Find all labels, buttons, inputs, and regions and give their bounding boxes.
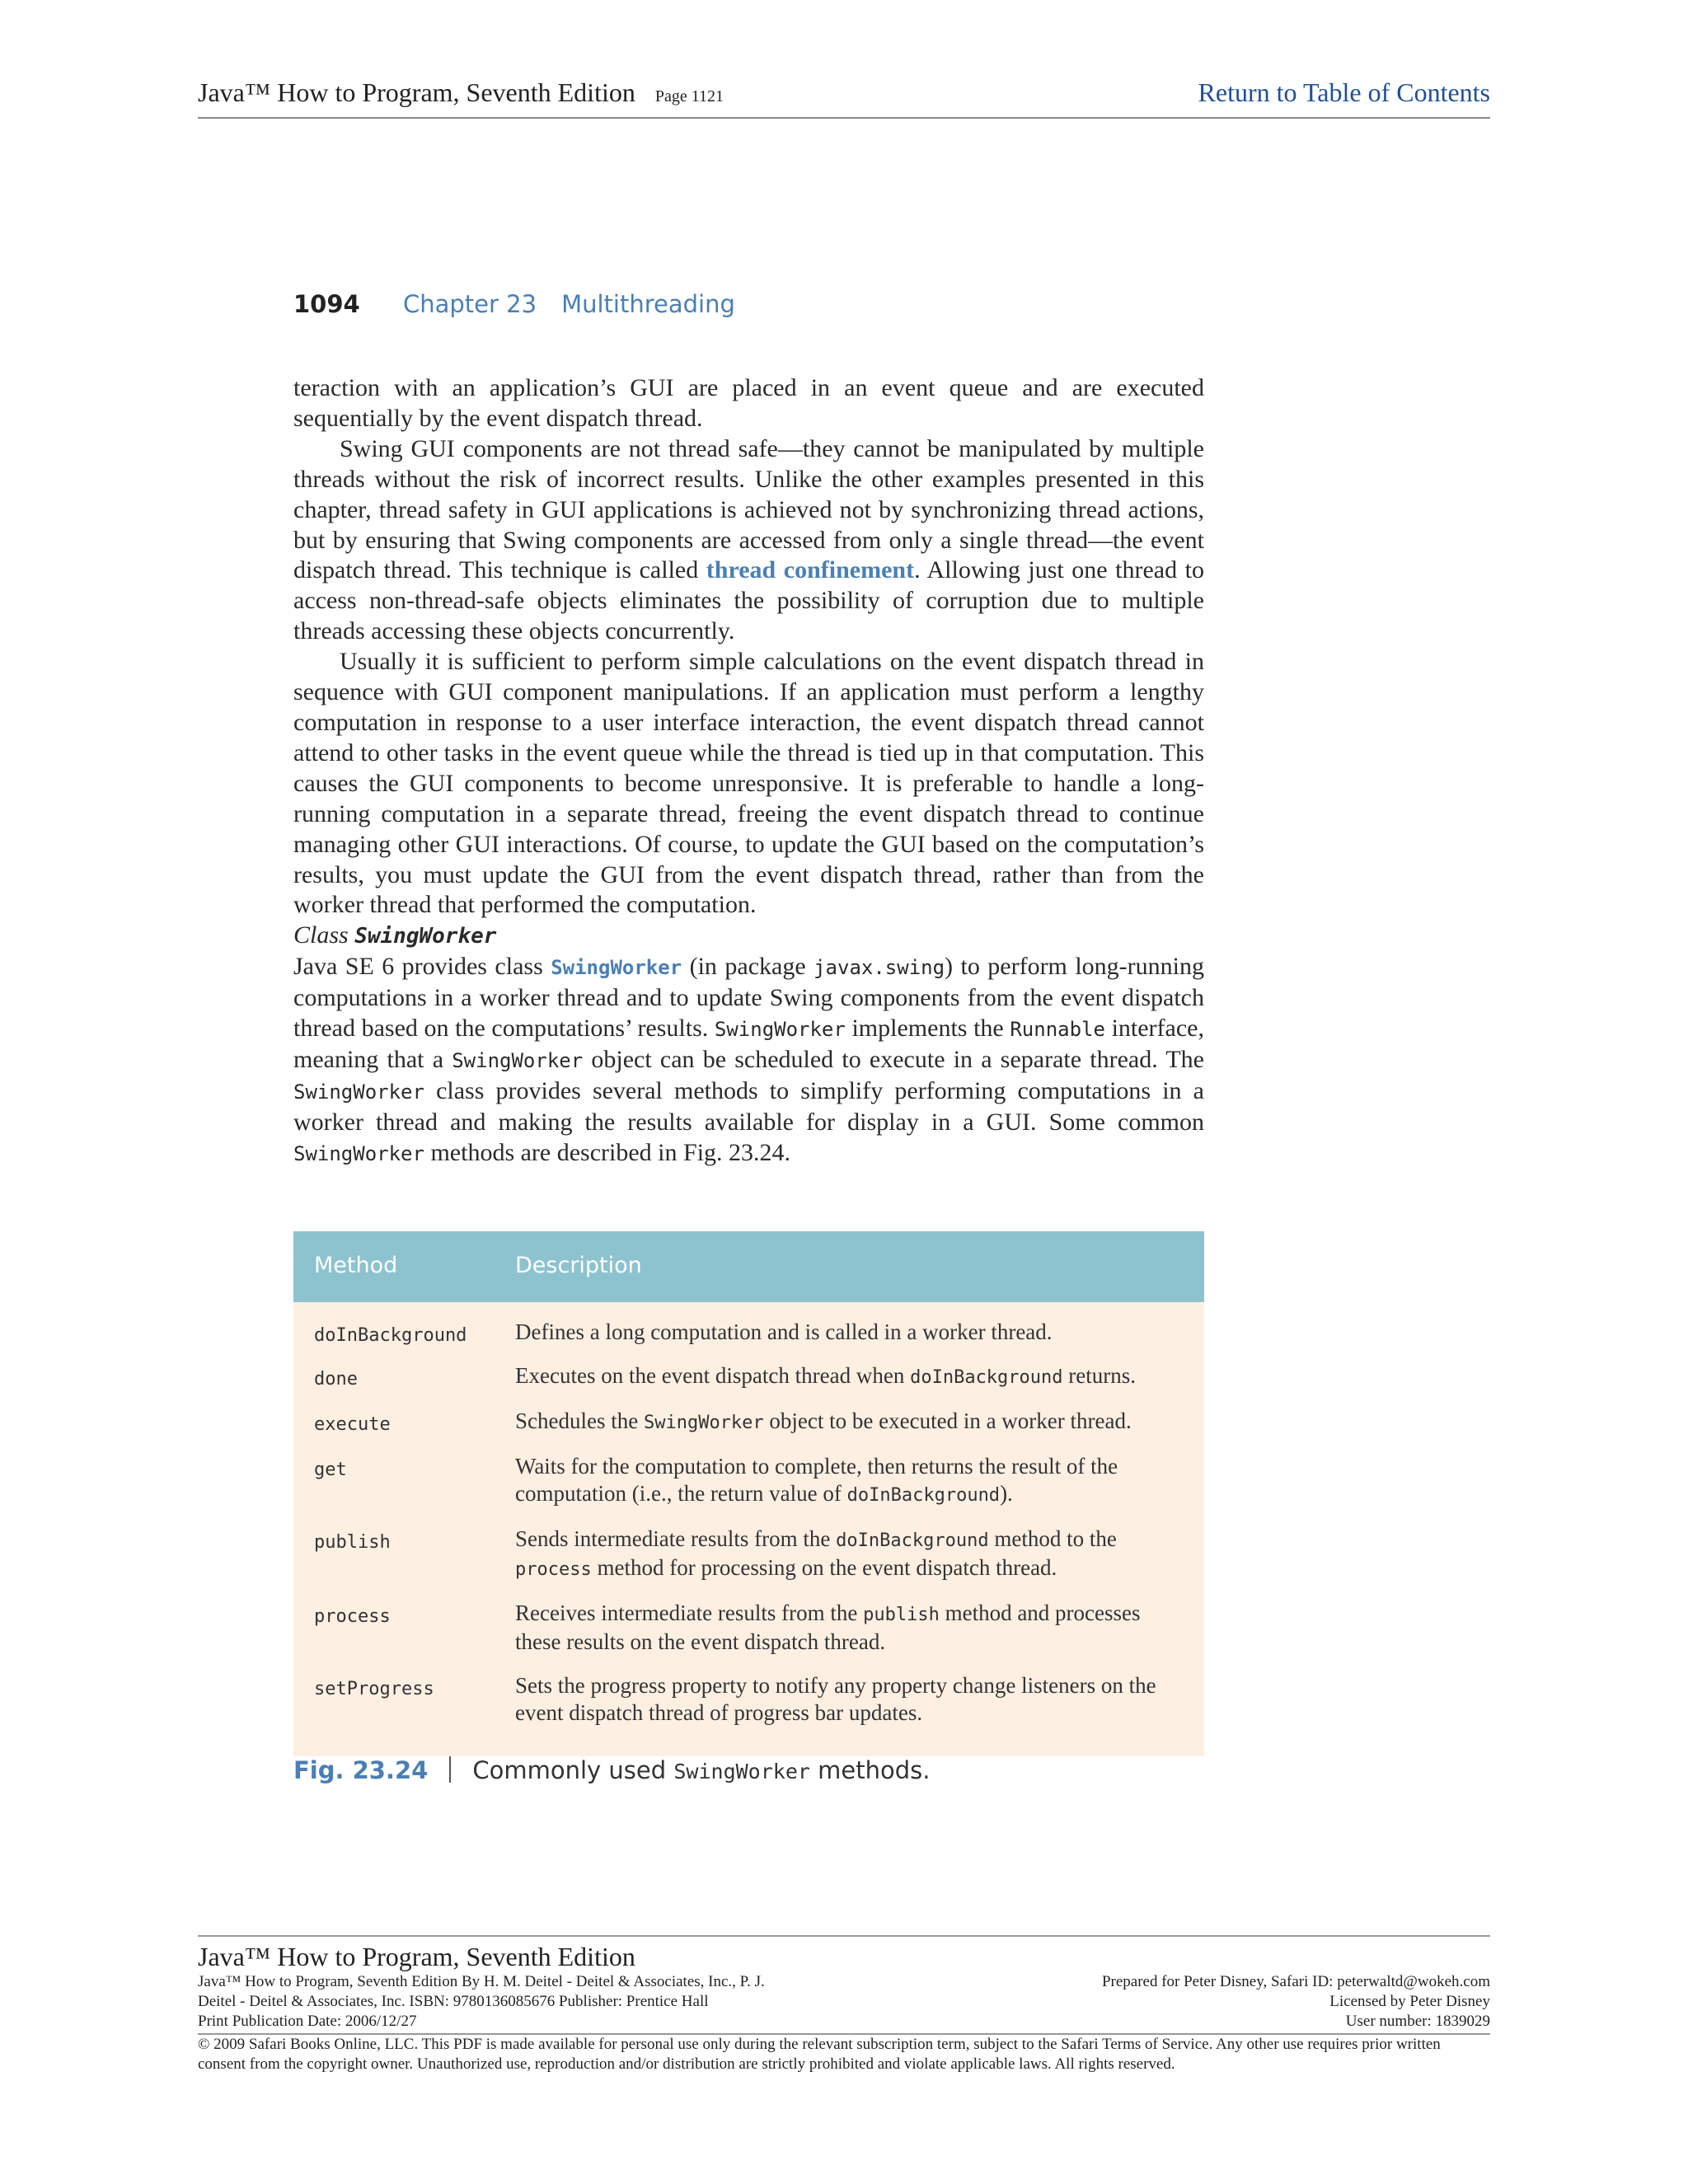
- desc-text: Schedules the: [515, 1408, 644, 1433]
- p4-code-4: SwingWorker: [293, 1080, 424, 1104]
- table-header: [293, 1231, 1204, 1302]
- p2-text-b: . Allowing just one thread to access non-thread-safe objects eliminates the possibility of corruption due to multiple threads accessing these objects concurrently.: [293, 556, 1204, 645]
- method-name: publish: [314, 1532, 391, 1553]
- method-name: doInBackground: [314, 1325, 467, 1346]
- p4-text-d: implements the: [845, 1015, 1010, 1043]
- method-description: [515, 1526, 1191, 1583]
- footer-left-line: Print Publication Date: 2006/12/27: [198, 2013, 417, 2030]
- p4-code-5: SwingWorker: [293, 1141, 424, 1165]
- figure-number: Fig. 23.24: [293, 1756, 429, 1784]
- desc-text: Defines a long computation and is called in a worker thread.: [515, 1319, 1053, 1344]
- paragraph-1: teraction with an application’s GUI are placed in an event queue and are executed sequentially by the event dispatch thread.: [293, 374, 1204, 432]
- method-description: [515, 1672, 1191, 1727]
- swingworker-methods-table: [293, 1231, 1204, 1756]
- p4-text-f: object can be scheduled to execute in a separate thread. The: [583, 1045, 1204, 1073]
- page-footer: [198, 1935, 1490, 2074]
- footer-left-line: Deitel - Deitel & Associates, Inc. ISBN: 9780136085676 Publisher: Prentice Hall: [198, 1993, 709, 2010]
- p4-text-a: Java SE 6 provides class: [293, 953, 551, 981]
- method-name: setProgress: [314, 1679, 434, 1699]
- desc-text: Executes on the event dispatch thread when: [515, 1363, 911, 1388]
- desc-code: publish: [863, 1605, 940, 1625]
- desc-text: object to be executed in a worker thread.: [763, 1408, 1132, 1433]
- footer-meta: [198, 1972, 1490, 2032]
- chapter-label: [403, 290, 735, 318]
- method-description: [515, 1408, 1191, 1436]
- book-title: [198, 77, 724, 108]
- method-name: done: [314, 1369, 358, 1390]
- footer-right-line: Prepared for Peter Disney, Safari ID: peterwaltd@wokeh.com: [1101, 1973, 1490, 1990]
- desc-code: doInBackground: [910, 1367, 1063, 1388]
- figure-caption: [293, 1756, 931, 1789]
- desc-text: Waits for the computation to complete, then returns the result of the computation (i.e., the return value of: [515, 1454, 1118, 1506]
- footer-left-line: Java™ How to Program, Seventh Edition By H. M. Deitel - Deitel & Associates, Inc., P. J.: [198, 1973, 765, 1990]
- term-swingworker: SwingWorker: [551, 956, 682, 980]
- desc-text: Receives intermediate results from the: [515, 1601, 864, 1625]
- heading-word: Class: [293, 921, 355, 949]
- paragraph-3: Usually it is sufficient to perform simple calculations on the event dispatch thread in sequence with GUI component manipulations. If an application must perform a lengthy computation in response to a user interface interaction, the event dispatch thread cannot attend to other tasks in the event queue while the thread is tied up in that computation. This causes the GUI components to become unresponsive. It is preferable to handle a long-running computation in a separate thread, freeing the event dispatch thread to continue managing other GUI interactions. Of course, to update the GUI based on the computation’s results, you must update the GUI from the event dispatch thread, rather than from the worker thread that performed the computation.: [293, 648, 1204, 919]
- p4-text-g: class provides several methods to simplify performing computations in a worker thread and making the results available for display in a GUI. Some common: [293, 1076, 1204, 1136]
- footer-title: Java™ How to Program, Seventh Edition: [198, 1942, 635, 1971]
- table-row: [293, 1314, 1204, 1357]
- method-description: [515, 1319, 1191, 1346]
- p2-text-a: Swing GUI components are not thread safe—they cannot be manipulated by multiple threads without the risk of incorrect results. Unlike the other examples presented in this chapter, thread safety in GUI applications is achieved not by synchronizing thread actions, but by ensuring that Swing components are accessed from only a single thread—the event dispatch thread. This technique is called: [293, 434, 1204, 584]
- chapter-title: Multithreading: [561, 290, 735, 318]
- desc-code: SwingWorker: [643, 1413, 764, 1433]
- method-name: execute: [314, 1414, 391, 1435]
- method-name: get: [314, 1460, 347, 1480]
- chapter-number: Chapter 23: [403, 290, 537, 318]
- desc-code: doInBackground: [846, 1485, 1001, 1506]
- term-thread-confinement: thread confinement: [706, 556, 915, 584]
- paragraph-2: [293, 434, 1204, 647]
- column-header-method: Method: [314, 1253, 398, 1278]
- method-description: [515, 1362, 1191, 1391]
- desc-text: Sets the progress property to notify any property change listeners on the event dispatch thread of progress bar updates.: [515, 1673, 1156, 1725]
- table-body: [293, 1302, 1204, 1756]
- method-name: process: [314, 1606, 391, 1627]
- table-row: [293, 1595, 1204, 1667]
- page-label: Page 1121: [654, 87, 724, 105]
- table-row: [293, 1357, 1204, 1403]
- desc-text: ).: [1000, 1481, 1013, 1506]
- p4-code-2: Runnable: [1010, 1018, 1105, 1042]
- p4-text-b: (in package: [682, 953, 814, 981]
- caption-text-b: methods.: [809, 1756, 931, 1784]
- heading-code: SwingWorker: [354, 924, 497, 949]
- p4-text-c: ) to perform long-running computations in a worker thread and to update Swing components from the event dispatch thread based on the computations’ results.: [293, 953, 1204, 1043]
- p4-code-3: SwingWorker: [452, 1048, 584, 1072]
- table-row: [293, 1448, 1204, 1521]
- table-row: [293, 1403, 1204, 1448]
- section-heading: [293, 921, 1204, 952]
- book-title-text: Java™ How to Program, Seventh Edition: [198, 77, 635, 107]
- desc-text: Sends intermediate results from the: [515, 1526, 837, 1551]
- return-to-toc-link[interactable]: Return to Table of Contents: [1198, 77, 1490, 107]
- method-description: [515, 1453, 1191, 1509]
- desc-text: method to the: [988, 1526, 1117, 1551]
- table-row: [293, 1521, 1204, 1595]
- copyright-notice: © 2009 Safari Books Online, LLC. This PDF is made available for personal use only during the relevant subscription term, subject to the Safari Terms of Service. Any other use requires prior written consent from the copyright owner. Unauthorized use, reproduction and/or distribution are strictly prohibited and violate applicable laws. All rights reserved.: [198, 2036, 1441, 2073]
- desc-code: doInBackground: [836, 1530, 989, 1551]
- page-folio: 1094: [293, 290, 360, 318]
- page-header: [198, 76, 1490, 119]
- p4-code-1: SwingWorker: [714, 1018, 846, 1042]
- desc-text: method and processes these results on the event dispatch thread.: [515, 1601, 1141, 1654]
- body-text: [293, 373, 1204, 1169]
- footer-rule: [198, 1935, 1490, 1937]
- table-row: [293, 1667, 1204, 1738]
- caption-separator: [449, 1756, 451, 1783]
- footer-publication-info: [198, 1972, 940, 2032]
- desc-code: process: [515, 1559, 592, 1580]
- desc-text: method for processing on the event dispatch thread.: [591, 1555, 1057, 1580]
- caption-code: SwingWorker: [673, 1760, 810, 1783]
- caption-text-a: Commonly used: [472, 1756, 674, 1784]
- method-description: [515, 1600, 1191, 1656]
- footer-license-info: [1102, 1972, 1490, 2032]
- p4-package: javax.swing: [814, 956, 945, 980]
- paragraph-4: [293, 952, 1204, 1169]
- p4-text-e: interface, meaning that a: [293, 1015, 1204, 1073]
- column-header-description: Description: [515, 1253, 642, 1278]
- desc-text: returns.: [1062, 1363, 1137, 1388]
- footer-right-line: User number: 1839029: [1345, 2013, 1490, 2030]
- p4-text-h: methods are described in Fig. 23.24.: [424, 1138, 791, 1166]
- footer-right-line: Licensed by Peter Disney: [1329, 1993, 1490, 2010]
